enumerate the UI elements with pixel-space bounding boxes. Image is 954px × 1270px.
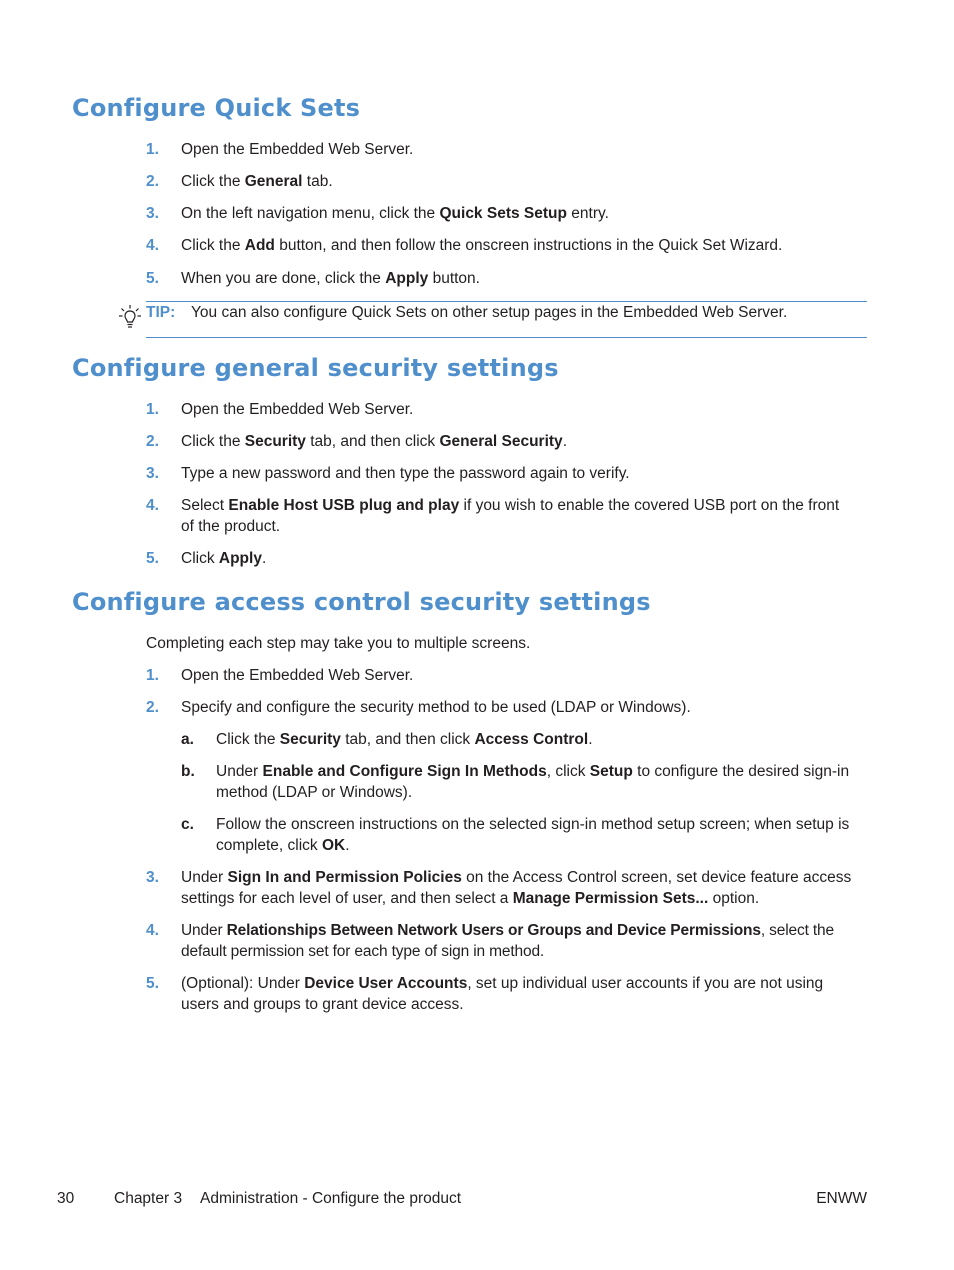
step-number: 4. [146, 237, 159, 254]
step-number: 3. [146, 869, 159, 886]
step-text: Under Sign In and Permission Policies on the Access Control screen, set device feature access settings for each level of user, and then select a Manage Permission Sets... option. [181, 869, 852, 907]
substep-letter: b. [181, 763, 195, 780]
tip-label: TIP: [146, 304, 176, 321]
tip-text: You can also configure Quick Sets on other setup pages in the Embedded Web Server. [191, 304, 788, 321]
footer-title: Administration - Configure the product [200, 1190, 462, 1207]
step-number: 2. [146, 173, 159, 190]
tip-box [146, 301, 867, 338]
step-text: Under Relationships Between Network Users or Groups and Device Permissions, select the default permission set for each type of sign in method. [181, 922, 834, 960]
step-text: (Optional): Under Device User Accounts, set up individual user accounts if you are not using users and groups to grant device access. [181, 975, 824, 1013]
section-intro: Completing each step may take you to multiple screens. [146, 635, 531, 652]
step-text: Open the Embedded Web Server. [181, 401, 414, 418]
step-number: 1. [146, 667, 159, 684]
step-text: Click Apply. [181, 550, 267, 567]
substep-text: Follow the onscreen instructions on the selected sign-in method setup screen; when setup is complete, click OK. [216, 816, 850, 854]
step-text: When you are done, click the Apply button. [181, 270, 480, 287]
heading-configure-general-security: Configure general security settings [72, 354, 559, 382]
step-text: Type a new password and then type the password again to verify. [181, 465, 630, 482]
heading-configure-quick-sets: Configure Quick Sets [72, 94, 361, 122]
step-number: 4. [146, 922, 159, 939]
substep-letter: c. [181, 816, 194, 833]
step-number: 1. [146, 141, 159, 158]
substep-text: Under Enable and Configure Sign In Methods, click Setup to configure the desired sign-in method (LDAP or Windows). [216, 763, 850, 801]
step-text: Open the Embedded Web Server. [181, 667, 414, 684]
step-number: 3. [146, 205, 159, 222]
step-text: Click the General tab. [181, 173, 333, 190]
page-number: 30 [57, 1190, 75, 1207]
substep-text: Click the Security tab, and then click Access Control. [216, 731, 593, 748]
step-number: 3. [146, 465, 159, 482]
step-text: Specify and configure the security method to be used (LDAP or Windows). [181, 699, 691, 716]
footer-enww: ENWW [816, 1190, 867, 1207]
step-text: Click the Security tab, and then click General Security. [181, 433, 567, 450]
step-text: On the left navigation menu, click the Quick Sets Setup entry. [181, 205, 609, 222]
step-text: Select Enable Host USB plug and play if you wish to enable the covered USB port on the front of the product. [181, 497, 840, 535]
step-number: 1. [146, 401, 159, 418]
step-number: 5. [146, 975, 159, 992]
footer-chapter: Chapter 3 [114, 1190, 183, 1207]
step-number: 2. [146, 433, 159, 450]
step-number: 5. [146, 270, 159, 287]
step-number: 4. [146, 497, 159, 514]
step-number: 2. [146, 699, 159, 716]
step-text: Open the Embedded Web Server. [181, 141, 414, 158]
step-text: Click the Add button, and then follow the onscreen instructions in the Quick Set Wizard. [181, 237, 783, 254]
step-number: 5. [146, 550, 159, 567]
heading-configure-access-control: Configure access control security settings [72, 588, 651, 616]
lightbulb-icon [118, 304, 142, 330]
substep-letter: a. [181, 731, 194, 748]
